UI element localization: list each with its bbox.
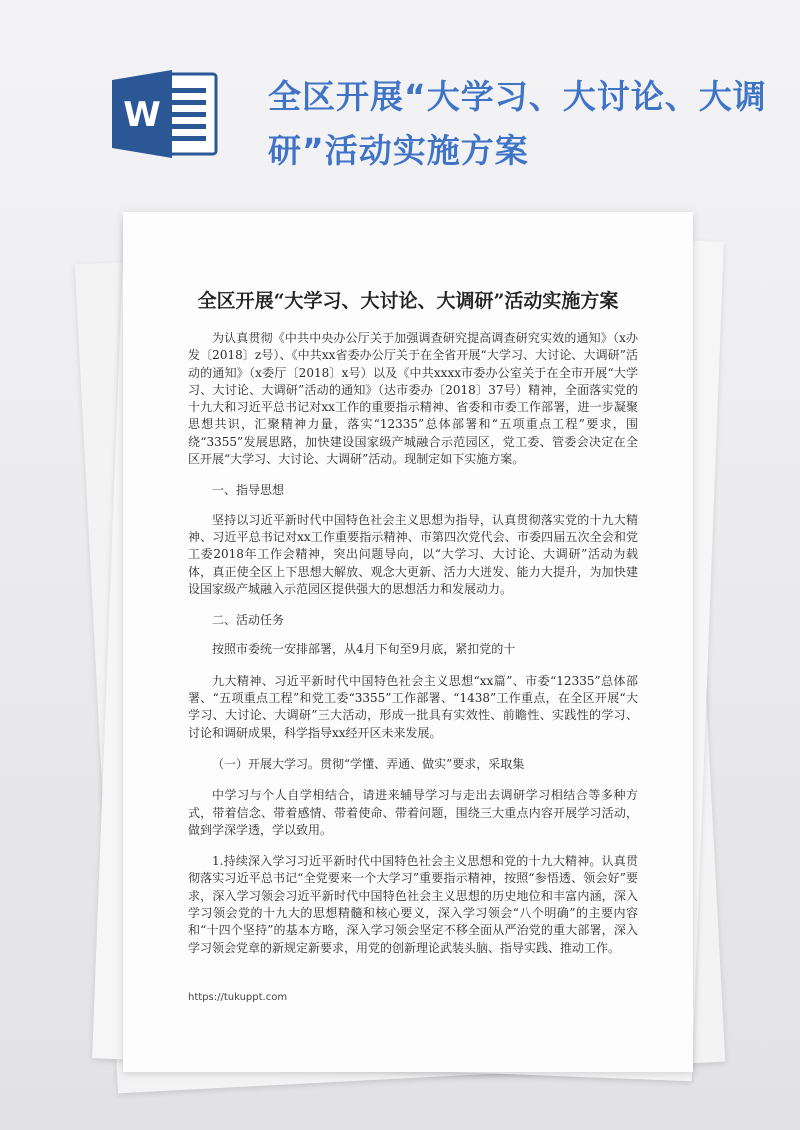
document-title: 全区开展“大学习、大讨论、大调研”活动实施方案	[197, 290, 619, 312]
paragraph-item-1: 1.持续深入学习习近平新时代中国特色社会主义思想和党的十九大精神。认真贯彻落实习近平总书记“全党要来一个大学习”重要指示精神，按照“参悟透、领会好”要求，深入学习领会习近平新时代中国特色社会主义思想的历史地位和丰富内涵，深入学习领会党的十九大的思想精髓和核心要义，深入学习领会“八个明确”的主要内容和“十四个坚持”的基本方略，深入学习领会坚定不移全面从严治党的重大部署，深入学习领会党章的新规定新要求，用党的创新理论武装头脑、指导实践、推动工作。	[188, 854, 638, 955]
document-page	[123, 212, 693, 1072]
header-title: 全区开展“大学习、大讨论、大调研”活动实施方案	[268, 77, 767, 170]
paragraph-intro: 为认真贯彻《中共中央办公厅关于加强调查研究提高调查研究实效的通知》（x办发〔2018〕z号）、《中共xx省委办公厅关于在全省开展“大学习、大讨论、大调研”活动的通知》（x委厅〔2018〕x号）以及《中共xxxx市委办公室关于在全市开展“大学习、大讨论、大调研”活动的通知》（达市委办〔2018〕37号）精神，全面落实党的十九大和习近平总书记对xx工作的重要指示精神、省委和市委工作部署，进一步凝聚思想共识，汇聚精神力量，落实“12335”总体部署和“五项重点工程”要求，围绕“3355”发展思路，加快建设国家级产城融合示范园区，党工委、管委会决定在全区开展“大学习、大讨论、大调研”活动。现制定如下实施方案。	[188, 331, 638, 467]
paragraph-tasks-detail: 九大精神、习近平新时代中国特色社会主义思想“xx篇”、市委“12335”总体部署、“五项重点工程”和党工委“3355”工作部署、“1438”工作重点，在全区开展“大学习、大讨论、大调研”三大活动，形成一批具有实效性、前瞻性、实践性的学习、讨论和调研成果，科学指导xx经开区未来发展。	[188, 673, 638, 740]
paragraph-study-lead: （一）开展大学习。贯彻“学懂、弄通、做实”要求，采取集	[212, 756, 525, 771]
source-url: https://tukuppt.com	[188, 992, 288, 1003]
paragraph-tasks-lead: 按照市委统一安排部署，从4月下旬至9月底，紧扣党的十	[212, 642, 516, 657]
section-heading-guiding-ideology: 一、指导思想	[212, 483, 285, 498]
word-document-icon	[110, 68, 218, 160]
section-heading-activity-tasks: 二、活动任务	[212, 613, 285, 628]
paragraph-guiding-ideology: 坚持以习近平新时代中国特色社会主义思想为指导，认真贯彻落实党的十九大精神、习近平总书记对xx工作重要指示精神、市第四次党代会、市委四届五次全会和党工委2018年工作会精神，突出问题导向，以“大学习、大讨论、大调研”活动为载体，真正使全区上下思想大解放、观念大更新、活力大迸发、能力大提升，为加快建设国家级产城融入示范园区提供强大的思想活力和发展动力。	[188, 512, 638, 596]
document-body	[188, 330, 638, 971]
svg-text:W: W	[123, 95, 161, 135]
paragraph-study-detail: 中学习与个人自学相结合，请进来辅导学习与走出去调研学习相结合等多种方式，带着信念、带着感情、带着使命、带着问题，围绕三大重点内容开展学习活动，做到学深学透，学以致用。	[188, 788, 638, 837]
